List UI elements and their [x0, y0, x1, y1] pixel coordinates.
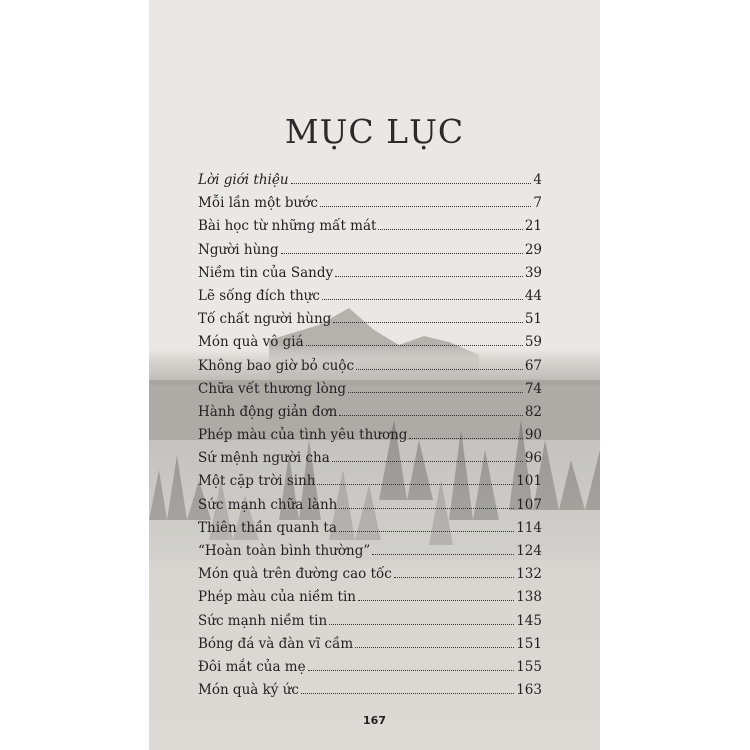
- toc-entry-page: 39: [524, 264, 542, 281]
- toc-entry-page: 59: [524, 334, 542, 351]
- dot-leader: [335, 276, 523, 277]
- toc-entry: [198, 195, 542, 218]
- dot-leader: [409, 438, 522, 439]
- toc-entry: [198, 381, 542, 404]
- toc-entry: [198, 450, 542, 473]
- toc-entry: [198, 218, 542, 241]
- toc-entry: [198, 473, 542, 496]
- toc-entry-title: Món quà vô giá: [198, 334, 304, 351]
- dot-leader: [333, 322, 523, 323]
- toc-entry: [198, 288, 542, 311]
- toc-entry-title: Hành động giản đơn: [198, 403, 338, 420]
- dot-leader: [317, 484, 514, 485]
- dot-leader: [301, 693, 514, 694]
- dot-leader: [322, 299, 523, 300]
- toc-entry-page: 96: [524, 450, 542, 467]
- toc-entry: [198, 497, 542, 520]
- toc-entry: [198, 682, 542, 705]
- toc-entry: [198, 404, 542, 427]
- toc-entry-page: 163: [516, 682, 542, 699]
- toc-entry-title: Niềm tin của Sandy: [198, 264, 334, 281]
- toc-entry: [198, 613, 542, 636]
- toc-entry-page: 145: [516, 612, 542, 629]
- toc-entry-title: Sức mạnh chữa lành: [198, 496, 338, 513]
- toc-entry-page: 138: [516, 589, 542, 606]
- toc-entry-title: Bài học từ những mất mát: [198, 218, 377, 235]
- dot-leader: [355, 647, 514, 648]
- toc-entry-title: Phép màu của niềm tin: [198, 589, 356, 606]
- toc-entry-page: 107: [516, 496, 542, 513]
- dot-leader: [378, 229, 522, 230]
- toc-entry: [198, 659, 542, 682]
- toc-entry: [198, 566, 542, 589]
- toc-entry-page: 51: [524, 311, 542, 328]
- dot-leader: [372, 554, 514, 555]
- toc-entry-title: Món quà ký ức: [198, 682, 299, 699]
- toc-entry: [198, 172, 542, 195]
- toc-entry-page: 101: [516, 473, 542, 490]
- toc-entry-title: Không bao giờ bỏ cuộc: [198, 357, 355, 374]
- toc-entry: [198, 242, 542, 265]
- dot-leader: [320, 206, 531, 207]
- dot-leader: [358, 600, 514, 601]
- toc-entry-page: 155: [516, 658, 542, 675]
- dot-leader: [356, 369, 523, 370]
- table-of-contents: [198, 172, 542, 705]
- dot-leader: [308, 670, 515, 671]
- toc-entry: [198, 427, 542, 450]
- book-page: [149, 0, 600, 750]
- toc-entry-page: 74: [524, 380, 542, 397]
- toc-entry-page: 151: [516, 635, 542, 652]
- toc-entry-title: “Hoàn toàn bình thường”: [198, 543, 371, 559]
- toc-entry-page: 90: [524, 427, 542, 444]
- toc-entry-title: Thiên thần quanh ta: [198, 519, 337, 536]
- toc-entry-page: 114: [516, 519, 542, 536]
- toc-entry-page: 4: [533, 172, 542, 188]
- dot-leader: [291, 183, 532, 184]
- dot-leader: [339, 531, 514, 532]
- toc-entry: [198, 334, 542, 357]
- toc-entry-title: Đôi mắt của mẹ: [198, 658, 306, 675]
- toc-entry: [198, 265, 542, 288]
- toc-entry-page: 44: [524, 287, 542, 304]
- toc-entry-title: Tố chất người hùng: [198, 311, 332, 328]
- toc-entry-page: 67: [524, 357, 542, 374]
- dot-leader: [329, 624, 514, 625]
- toc-entry-page: 7: [533, 195, 542, 212]
- toc-entry-title: Người hùng: [198, 241, 279, 258]
- toc-entry-title: Bóng đá và đàn vĩ cầm: [198, 635, 354, 652]
- page-number: 167: [363, 714, 386, 727]
- toc-entry-title: Phép màu của tình yêu thương: [198, 427, 408, 444]
- dot-leader: [348, 392, 523, 393]
- toc-entry: [198, 311, 542, 334]
- toc-entry-page: 82: [524, 403, 542, 420]
- dot-leader: [281, 253, 523, 254]
- dot-leader: [339, 508, 514, 509]
- toc-entry-title: Sức mạnh niềm tin: [198, 612, 328, 629]
- toc-entry-title: Lời giới thiệu: [198, 172, 289, 188]
- toc-entry: [198, 520, 542, 543]
- dot-leader: [339, 415, 522, 416]
- toc-entry: [198, 543, 542, 566]
- toc-entry-page: 124: [516, 543, 542, 559]
- dot-leader: [394, 577, 514, 578]
- toc-entry-title: Chữa vết thương lòng: [198, 380, 347, 397]
- toc-entry-title: Món quà trên đường cao tốc: [198, 566, 392, 583]
- toc-entry: [198, 636, 542, 659]
- toc-entry-title: Mỗi lần một bước: [198, 195, 318, 212]
- toc-entry-page: 132: [516, 566, 542, 583]
- toc-entry: [198, 589, 542, 612]
- toc-entry: [198, 358, 542, 381]
- dot-leader: [306, 345, 523, 346]
- toc-entry-page: 29: [524, 241, 542, 258]
- toc-entry-title: Sứ mệnh người cha: [198, 450, 330, 467]
- toc-entry-page: 21: [524, 218, 542, 235]
- page-title: MỤC LỤC: [284, 112, 465, 151]
- dot-leader: [332, 461, 523, 462]
- toc-entry-title: Lẽ sống đích thực: [198, 287, 320, 304]
- toc-entry-title: Một cặp trời sinh: [198, 473, 316, 490]
